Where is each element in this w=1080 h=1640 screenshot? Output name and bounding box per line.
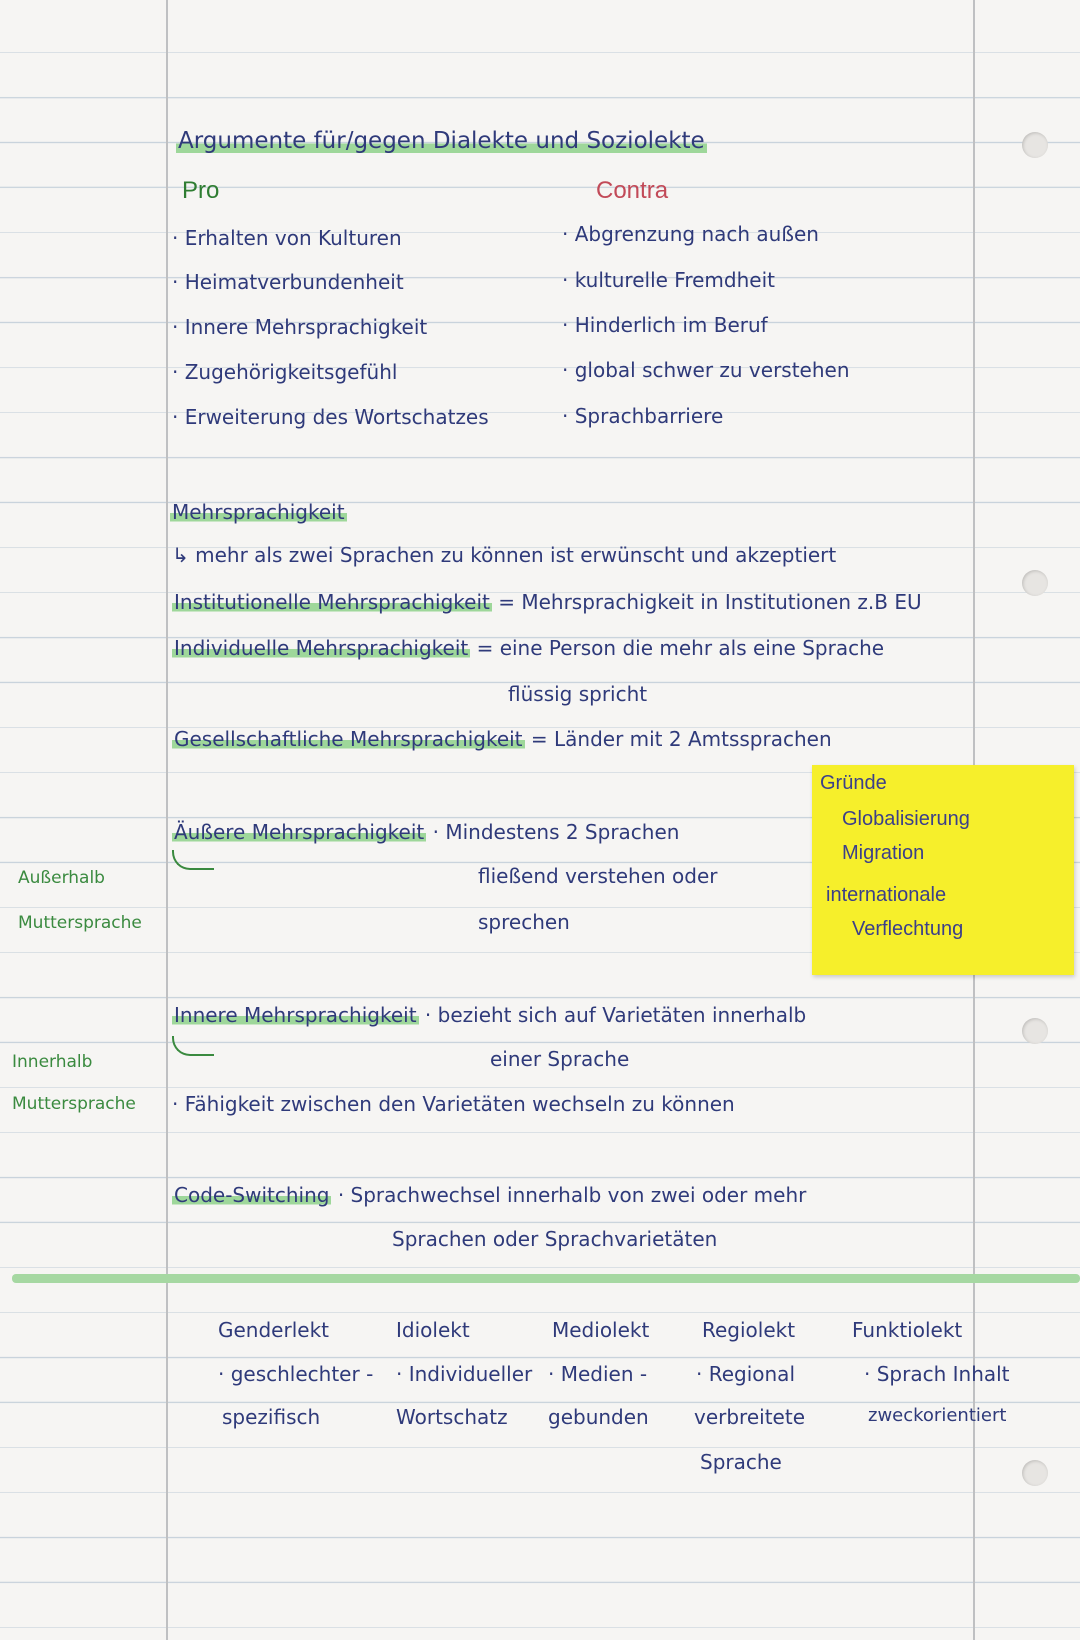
lekt-name: Regiolekt (702, 1318, 796, 1342)
lekt-desc: · geschlechter - (218, 1362, 374, 1386)
def-institutionell: = Mehrsprachigkeit in Institutionen z.B EU (491, 590, 922, 614)
innere-def: · bezieht sich auf Varietäten innerhalb (424, 1003, 807, 1027)
sticky-item: Globalisierung (842, 808, 970, 830)
contra-item: · global schwer zu verstehen (562, 358, 850, 382)
lekt-desc: gebunden (548, 1405, 649, 1429)
lekt-desc: · Regional (696, 1362, 795, 1386)
pro-item: · Innere Mehrsprachigkeit (172, 315, 428, 339)
code-switching-def: · Sprachwechsel innerhalb von zwei oder mehr (337, 1183, 807, 1207)
punch-hole (1022, 570, 1048, 596)
section-divider (12, 1274, 1080, 1283)
innere-def-cont: einer Sprache (490, 1047, 630, 1071)
innere-line (172, 1003, 806, 1027)
aeussere-line (172, 820, 679, 844)
term-gesellschaftlich: Gesellschaftliche Mehrsprachigkeit (174, 727, 523, 751)
sticky-note (812, 765, 1074, 975)
aeussere-def: · Mindestens 2 Sprachen (432, 820, 680, 844)
definition-gesellschaftlich (172, 727, 832, 751)
pro-item: · Heimatverbundenheit (172, 270, 404, 294)
term-individuell: Individuelle Mehrsprachigkeit (174, 636, 469, 660)
term-innere: Innere Mehrsprachigkeit (174, 1003, 417, 1027)
page-heading: Argumente für/gegen Dialekte und Soziolekte (178, 128, 705, 154)
contra-label: Contra (596, 177, 669, 204)
sticky-title: Gründe (820, 772, 887, 794)
code-switching-line (172, 1183, 806, 1207)
def-individuell-cont: flüssig spricht (508, 682, 648, 706)
innere-def-cont: · Fähigkeit zwischen den Varietäten wechseln zu können (172, 1092, 735, 1116)
sticky-item: Verflechtung (852, 918, 964, 940)
pro-label: Pro (182, 177, 220, 204)
lekt-name: Mediolekt (552, 1318, 650, 1342)
curved-arrow-icon (172, 850, 214, 870)
pro-item: · Zugehörigkeitsgefühl (172, 360, 398, 384)
code-switching-def-cont: Sprachen oder Sprachvarietäten (392, 1227, 718, 1251)
lekt-desc: spezifisch (222, 1405, 321, 1429)
lekt-desc: · Sprach Inhalt (864, 1362, 1010, 1386)
pro-item: · Erhalten von Kulturen (172, 226, 402, 250)
aeussere-def-cont: sprechen (478, 910, 570, 934)
side-note-aussen: Außerhalb (18, 868, 105, 888)
lekt-desc: Sprache (700, 1450, 782, 1474)
term-aeussere: Äußere Mehrsprachigkeit (174, 820, 425, 844)
left-margin-line (166, 0, 168, 1640)
contra-item: · Hinderlich im Beruf (562, 313, 768, 337)
sticky-item: Migration (842, 842, 925, 864)
lekt-desc: verbreitete (694, 1405, 805, 1429)
punch-hole (1022, 1018, 1048, 1044)
side-note-innen: Muttersprache (12, 1094, 136, 1114)
punch-hole (1022, 1460, 1048, 1486)
lekt-name: Genderlekt (218, 1318, 329, 1342)
contra-item: · Sprachbarriere (562, 404, 724, 428)
contra-item: · kulturelle Fremdheit (562, 268, 775, 292)
lekt-name: Idiolekt (396, 1318, 470, 1342)
sticky-item: internationale (826, 884, 947, 906)
lekt-desc: · Individueller (396, 1362, 533, 1386)
term-code-switching: Code-Switching (174, 1183, 330, 1207)
section-title-mehrsprachigkeit: Mehrsprachigkeit (172, 500, 345, 524)
aeussere-def-cont: fließend verstehen oder (478, 864, 718, 888)
pro-item: · Erweiterung des Wortschatzes (172, 405, 489, 429)
lekt-name: Funktiolekt (852, 1318, 963, 1342)
definition-institutionell (172, 590, 922, 614)
def-gesellschaftlich: = Länder mit 2 Amtssprachen (524, 727, 832, 751)
contra-item: · Abgrenzung nach außen (562, 222, 819, 246)
lekt-desc: Wortschatz (396, 1405, 508, 1429)
mehrsprachigkeit-intro: ↳ mehr als zwei Sprachen zu können ist erwünscht und akzeptiert (172, 543, 837, 567)
definition-individuell (172, 636, 884, 660)
side-note-aussen: Muttersprache (18, 913, 142, 933)
lekt-desc: · Medien - (548, 1362, 648, 1386)
curved-arrow-icon (172, 1036, 214, 1056)
lekt-desc: zweckorientiert (868, 1405, 1007, 1426)
side-note-innen: Innerhalb (12, 1052, 93, 1072)
punch-hole (1022, 132, 1048, 158)
def-individuell: = eine Person die mehr als eine Sprache (470, 636, 885, 660)
term-institutionell: Institutionelle Mehrsprachigkeit (174, 590, 490, 614)
